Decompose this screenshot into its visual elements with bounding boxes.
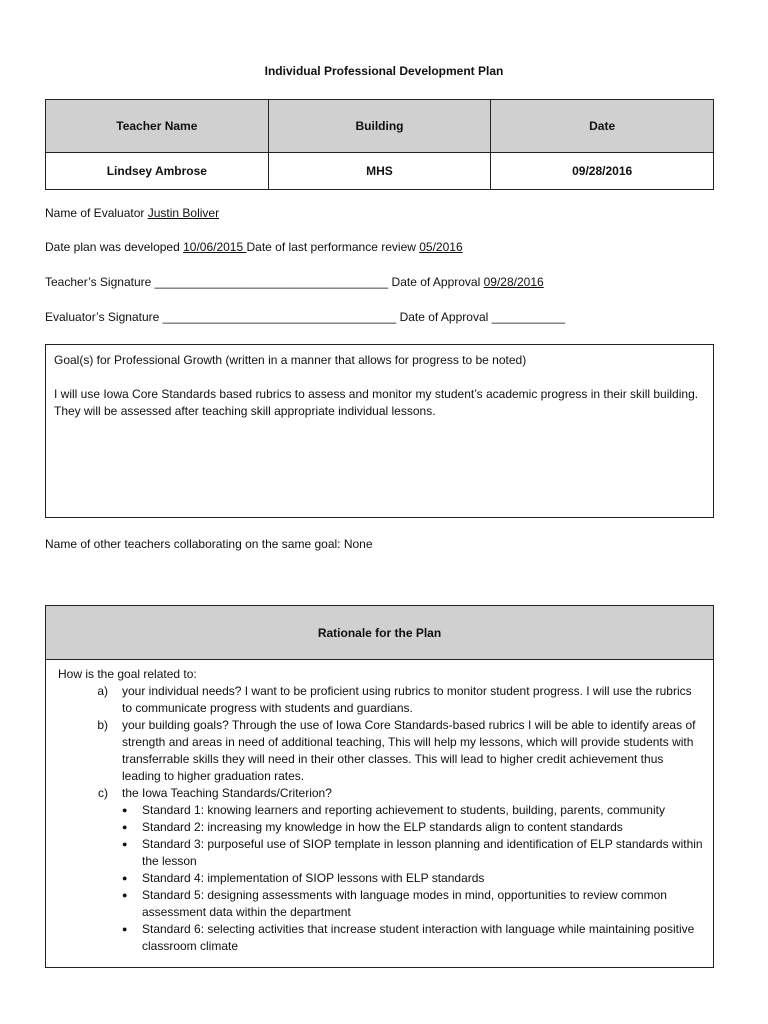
standard-text: Standard 6: selecting activities that increase student interaction with language while maintaining positive classroom climate	[142, 922, 695, 953]
header-date: Date	[491, 100, 714, 153]
teacher-signature-label: Teacher’s Signature	[45, 275, 155, 289]
evaluator-signature-label: Evaluator’s Signature	[45, 310, 163, 324]
list-item	[58, 887, 703, 921]
teacher-name-value: Lindsey Ambrose	[46, 153, 269, 190]
teacher-approval-label: Date of Approval	[388, 275, 484, 289]
review-label: Date of last performance review	[246, 240, 420, 254]
item-text: your individual needs? I want to be proficient using rubrics to monitor student progress. I will use the rubrics to communicate progress with students and guardians.	[122, 684, 692, 715]
list-item	[58, 717, 703, 785]
developed-label: Date plan was developed	[45, 240, 184, 254]
standard-text: Standard 1: knowing learners and reporting achievement to students, building, parents, community	[142, 803, 665, 817]
list-item	[58, 683, 703, 717]
item-marker: b)	[97, 718, 108, 732]
evaluator-approval-label: Date of Approval	[396, 310, 492, 324]
teacher-signature-blank: ___________________________________	[154, 275, 389, 289]
teacher-info-table	[45, 99, 714, 190]
item-marker: c)	[98, 786, 108, 800]
page-title: Individual Professional Development Plan	[264, 64, 504, 78]
bullet-icon: ●	[122, 839, 128, 849]
bullet-icon: ●	[122, 890, 128, 900]
standard-text: Standard 4: implementation of SIOP lessons with ELP standards	[142, 871, 485, 885]
dates-line	[45, 240, 463, 254]
rationale-table	[45, 605, 714, 968]
building-value: MHS	[268, 153, 491, 190]
developed-date: 10/06/2015	[183, 240, 247, 254]
goal-text: I will use Iowa Core Standards based rubrics to assess and monitor my student’s academic progress in their skill building. They will be assessed after teaching skill appropriate individual lessons.	[54, 387, 699, 418]
list-item	[58, 836, 703, 870]
list-item	[58, 819, 703, 836]
evaluator-approval-blank: ___________	[491, 310, 566, 324]
rationale-body	[46, 660, 713, 955]
bullet-icon: ●	[122, 924, 128, 934]
bullet-icon: ●	[122, 805, 128, 815]
list-item	[58, 870, 703, 887]
rationale-intro: How is the goal related to:	[58, 667, 197, 681]
evaluator-line	[45, 206, 219, 220]
evaluator-label: Name of Evaluator	[45, 206, 148, 220]
evaluator-name: Justin Boliver	[147, 206, 220, 220]
item-text: your building goals? Through the use of Iowa Core Standards-based rubrics I will be able to identify areas of strength and areas in need of additional teaching, This will help my lessons, which will provide students with transferrable skills they will need in their other classes. This will lead to higher credit achievement thus leading to higher graduation rates.	[122, 718, 696, 783]
item-text: the Iowa Teaching Standards/Criterion?	[122, 786, 332, 800]
evaluator-signature-line	[45, 310, 565, 324]
standard-text: Standard 3: purposeful use of SIOP template in lesson planning and identification of ELP standards within the lesson	[142, 837, 703, 868]
standard-text: Standard 2: increasing my knowledge in how the ELP standards align to content standards	[142, 820, 623, 834]
bullet-icon: ●	[122, 873, 128, 883]
header-teacher-name: Teacher Name	[46, 100, 269, 153]
date-value: 09/28/2016	[491, 153, 714, 190]
goal-heading: Goal(s) for Professional Growth (written in a manner that allows for progress to be noted)	[54, 353, 527, 367]
list-item	[58, 921, 703, 955]
goal-box	[45, 344, 714, 518]
teacher-signature-line	[45, 275, 544, 289]
standard-text: Standard 5: designing assessments with language modes in mind, opportunities to review common assessment data within the department	[142, 888, 667, 919]
bullet-icon: ●	[122, 822, 128, 832]
evaluator-signature-blank: ___________________________________	[162, 310, 397, 324]
rationale-heading: Rationale for the Plan	[46, 606, 713, 660]
review-date: 05/2016	[419, 240, 463, 254]
collaborators-line: Name of other teachers collaborating on the same goal: None	[45, 537, 373, 551]
list-item	[58, 785, 703, 802]
teacher-approval-date: 09/28/2016	[483, 275, 544, 289]
item-marker: a)	[97, 684, 108, 698]
header-building: Building	[268, 100, 491, 153]
list-item	[58, 802, 703, 819]
